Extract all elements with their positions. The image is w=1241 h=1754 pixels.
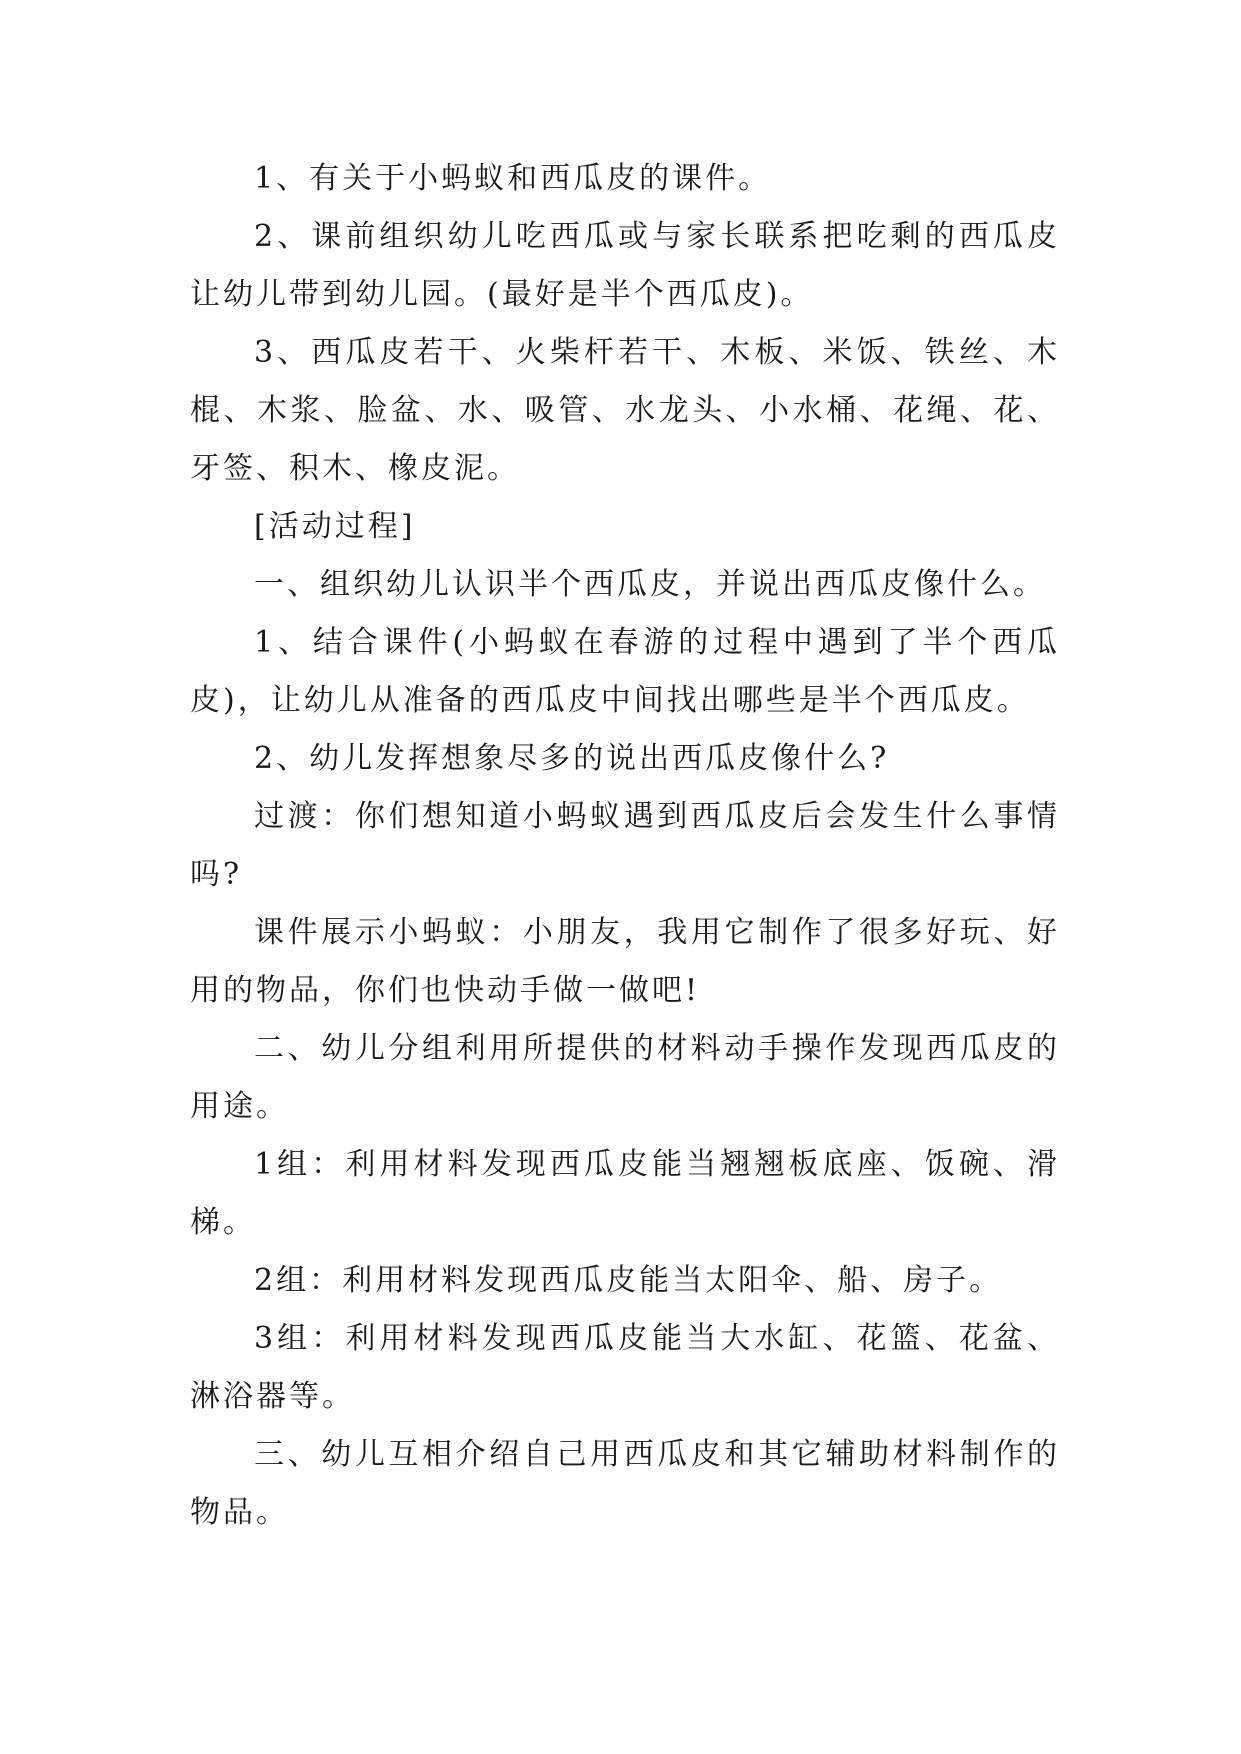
- group-1-paragraph: 1组：利用材料发现西瓜皮能当翘翘板底座、饭碗、滑梯。: [190, 1147, 1060, 1240]
- step-one-item-1: 1、结合课件(小蚂蚁在春游的过程中遇到了半个西瓜皮)，让幼儿从准备的西瓜皮中间找出哪些是半个西瓜皮。: [190, 625, 1060, 718]
- group-3-paragraph: 3组：利用材料发现西瓜皮能当大水缸、花篮、花盆、淋浴器等。: [190, 1321, 1060, 1414]
- document-body: [190, 150, 1060, 1542]
- section-heading-activity-process: [活动过程]: [254, 509, 416, 544]
- materials-item-1: 1、有关于小蚂蚁和西瓜皮的课件。: [254, 161, 772, 196]
- transition-paragraph: 过渡：你们想知道小蚂蚁遇到西瓜皮后会发生什么事情吗?: [190, 799, 1060, 892]
- courseware-paragraph: 课件展示小蚂蚁：小朋友，我用它制作了很多好玩、好用的物品，你们也快动手做一做吧!: [190, 915, 1060, 1008]
- step-three-heading: 三、幼儿互相介绍自己用西瓜皮和其它辅助材料制作的物品。: [190, 1437, 1060, 1530]
- step-one-item-2: 2、幼儿发挥想象尽多的说出西瓜皮像什么?: [254, 741, 890, 776]
- materials-item-3: 3、西瓜皮若干、火柴杆若干、木板、米饭、铁丝、木棍、木浆、脸盆、水、吸管、水龙头、小水桶、花绳、花、牙签、积木、橡皮泥。: [190, 335, 1060, 486]
- group-2-paragraph: 2组：利用材料发现西瓜皮能当太阳伞、船、房子。: [254, 1263, 1003, 1298]
- materials-item-2: 2、课前组织幼儿吃西瓜或与家长联系把吃剩的西瓜皮让幼儿带到幼儿园。(最好是半个西瓜皮)。: [190, 219, 1060, 312]
- step-two-heading: 二、幼儿分组利用所提供的材料动手操作发现西瓜皮的用途。: [190, 1031, 1060, 1124]
- step-one-heading: 一、组织幼儿认识半个西瓜皮，并说出西瓜皮像什么。: [254, 567, 1046, 602]
